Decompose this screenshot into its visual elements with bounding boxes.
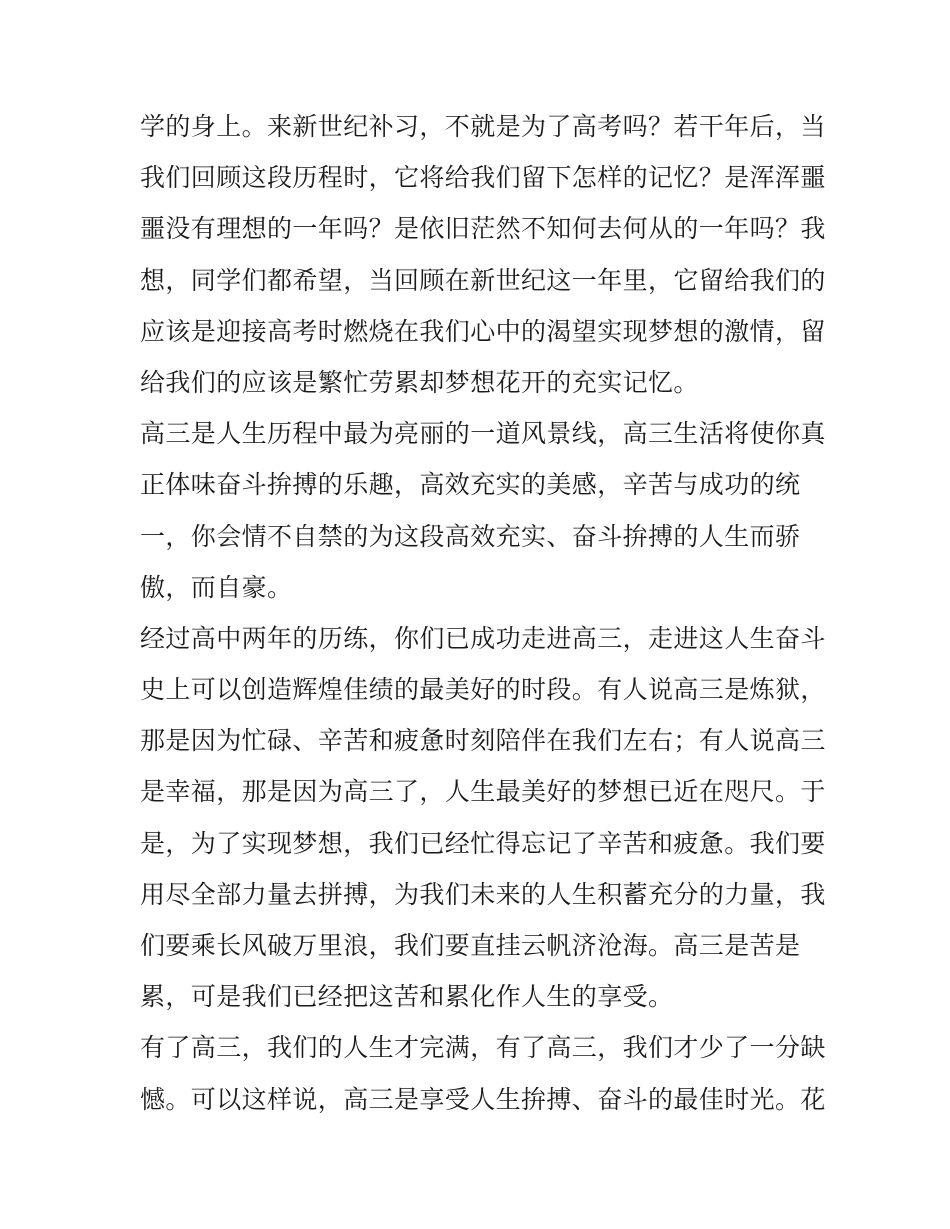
- document-body: [140, 101, 826, 1125]
- text-line: 憾。可以这样说，高三是享受人生拚搏、奋斗的最佳时光。花: [140, 1084, 826, 1114]
- text-line: 有了高三，我们的人生才完满，有了高三，我们才少了一分缺: [140, 1033, 826, 1063]
- text-line: 那是因为忙碌、辛苦和疲惫时刻陪伴在我们左右；有人说高三: [140, 726, 826, 756]
- text-line: 正体味奋斗拚搏的乐趣，高效充实的美感，辛苦与成功的统: [140, 470, 801, 500]
- text-line: 累，可是我们已经把这苦和累化作人生的享受。: [140, 982, 674, 1012]
- text-line: 是幸福，那是因为高三了，人生最美好的梦想已近在咫尺。于: [140, 777, 826, 807]
- text-line: 高三是人生历程中最为亮丽的一道风景线，高三生活将使你真: [140, 419, 826, 449]
- text-line: 傲，而自豪。: [140, 572, 293, 602]
- text-line: 想，同学们都希望，当回顾在新世纪这一年里，它留给我们的: [140, 265, 826, 295]
- text-line: 应该是迎接高考时燃烧在我们心中的渴望实现梦想的激情，留: [140, 316, 826, 346]
- text-line: 们要乘长风破万里浪，我们要直挂云帆济沧海。高三是苦是: [140, 931, 801, 960]
- text-line: 用尽全部力量去拼搏，为我们未来的人生积蓄充分的力量，我: [140, 879, 826, 909]
- text-line: 噩没有理想的一年吗？是依旧茫然不知何去何从的一年吗？我: [140, 214, 826, 244]
- text-line: 学的身上。来新世纪补习，不就是为了高考吗？若干年后，当: [140, 112, 826, 141]
- text-line: 我们回顾这段历程时，它将给我们留下怎样的记忆？是浑浑噩: [140, 163, 826, 193]
- text-line: 一，你会情不自禁的为这段高效充实、奋斗拚搏的人生而骄: [140, 521, 801, 551]
- text-line: 给我们的应该是繁忙劳累却梦想花开的充实记忆。: [140, 367, 699, 397]
- text-line: 史上可以创造辉煌佳绩的最美好的时段。有人说高三是炼狱，: [140, 675, 826, 705]
- text-line: 是，为了实现梦想，我们已经忙得忘记了辛苦和疲惫。我们要: [140, 828, 826, 858]
- text-line: 经过高中两年的历练，你们已成功走进高三，走进这人生奋斗: [140, 623, 826, 653]
